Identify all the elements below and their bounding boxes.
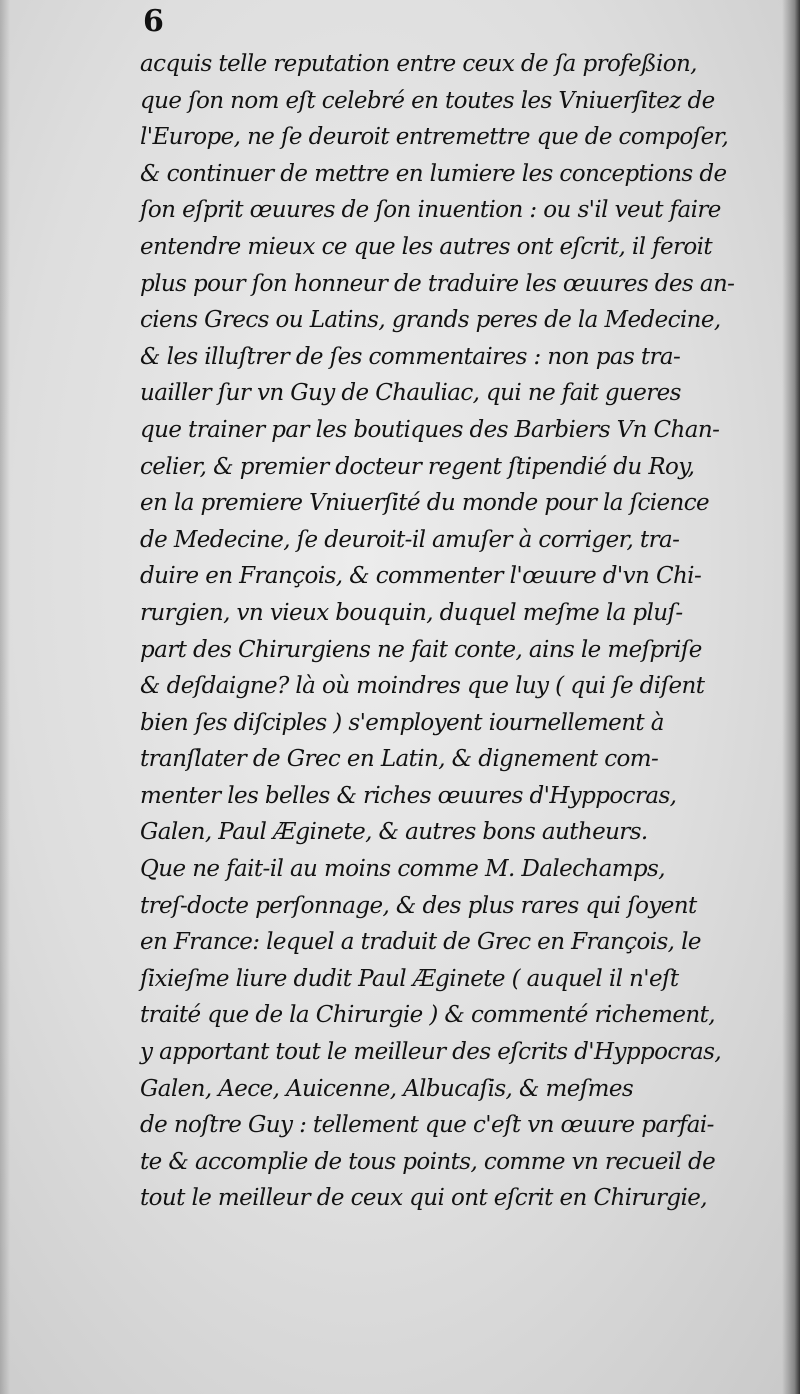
text-line: bien ſes diſciples ) s'employent iournellement à xyxy=(140,709,664,736)
text-line: l'Europe, ne ſe deuroit entremettre que de compoſer, xyxy=(140,124,729,151)
text-line: menter les belles & riches œuures d'Hyppocras, xyxy=(140,782,677,809)
text-line: Galen, Paul Æginete, & autres bons autheurs. xyxy=(140,819,648,846)
text-line: uailler ſur vn Guy de Chauliac, qui ne fait gueres xyxy=(140,380,681,407)
text-line: plus pour ſon honneur de traduire les œuures des an- xyxy=(140,270,735,297)
text-line: de Medecine, ſe deuroit-il amuſer à corriger, tra- xyxy=(140,526,680,553)
text-line: & les illuſtrer de ſes commentaires : non pas tra- xyxy=(140,343,681,370)
text-line: Galen, Aece, Auicenne, Albucaſis, & meſmes xyxy=(140,1075,634,1102)
text-line: rurgien, vn vieux bouquin, duquel meſme la pluſ- xyxy=(140,599,683,626)
text-line: & continuer de mettre en lumiere les conceptions de xyxy=(140,160,727,187)
text-line: ciens Grecs ou Latins, grands peres de la Medecine, xyxy=(140,307,721,334)
text-line: que trainer par les boutiques des Barbiers Vn Chan- xyxy=(140,416,720,443)
body-text xyxy=(140,46,760,1217)
page-number: 6 xyxy=(143,4,164,39)
text-line: tranſlater de Grec en Latin, & dignement com- xyxy=(140,746,659,773)
text-line: celier, & premier docteur regent ſtipendié du Roy, xyxy=(140,453,695,480)
text-line: treſ-docte perſonnage, & des plus rares qui ſoyent xyxy=(140,892,697,919)
text-line: que ſon nom eſt celebré en toutes les Vniuerſitez de xyxy=(140,87,715,114)
text-line: en France: lequel a traduit de Grec en François, le xyxy=(140,929,701,956)
text-line: entendre mieux ce que les autres ont eſcrit, il feroit xyxy=(140,233,713,260)
text-line: traité que de la Chirurgie ) & commenté richement, xyxy=(140,1002,715,1029)
page-right-shadow xyxy=(782,0,800,1394)
text-line: te & accomplie de tous points, comme vn recueil de xyxy=(140,1148,716,1175)
text-line: de noſtre Guy : tellement que c'eſt vn œuure parfai- xyxy=(140,1112,714,1139)
text-line: acquis telle reputation entre ceux de ſa profeßion, xyxy=(140,51,697,77)
text-line: Que ne fait-il au moins comme M. Dalechamps, xyxy=(140,856,665,883)
page-left-shadow xyxy=(0,0,10,1394)
text-line: tout le meilleur de ceux qui ont eſcrit en Chirurgie, xyxy=(140,1185,708,1212)
text-line: & deſdaigne? là où moindres que luy ( qui ſe diſent xyxy=(140,673,705,700)
text-line: part des Chirurgiens ne fait conte, ains le meſpriſe xyxy=(140,636,702,663)
text-line: duire en François, & commenter l'œuure d'vn Chi- xyxy=(140,563,702,590)
text-line: ſixieſme liure dudit Paul Æginete ( auquel il n'eſt xyxy=(140,965,679,992)
text-line: y apportant tout le meilleur des eſcrits d'Hyppocras, xyxy=(140,1039,722,1066)
text-line: en la premiere Vniuerſité du monde pour la ſcience xyxy=(140,490,710,517)
text-line: ſon eſprit œuures de ſon inuention : ou s'il veut faire xyxy=(140,197,721,224)
